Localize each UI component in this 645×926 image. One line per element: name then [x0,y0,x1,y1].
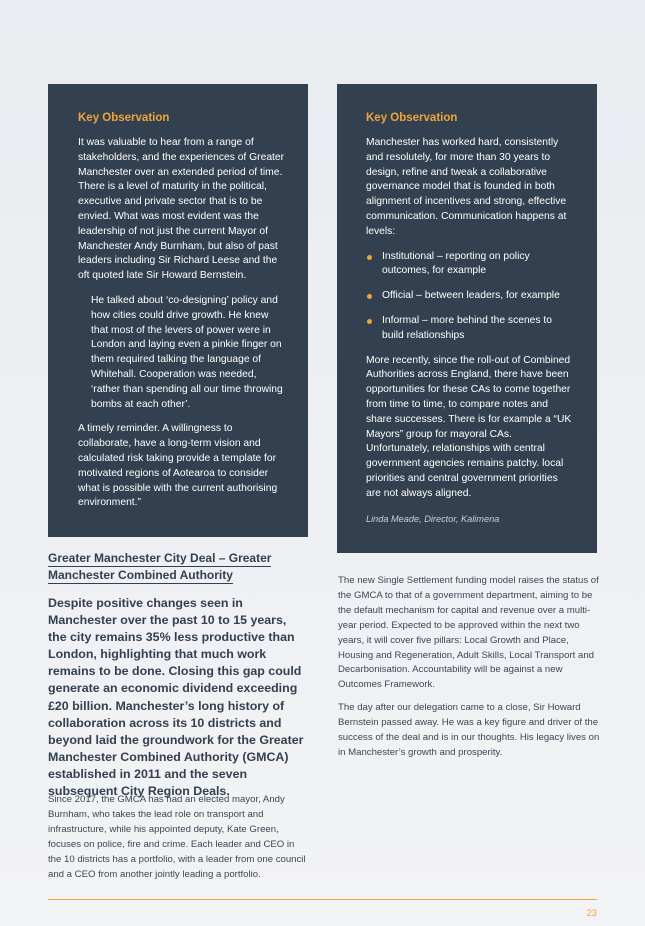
body-column-right [338,574,600,769]
bullet-icon [367,319,372,324]
body-paragraph-left: Since 2017, the GMCA has had an elected mayor, Andy Burnham, who takes the lead role on transport and infrastructure, while his appointed deputy, Kate Green, focuses on police, fire and crime. Each leader and CEO in the 10 districts has a portfolio, with a leader from one council and a CEO from another jointly leading a portfolio. [48,794,306,880]
body-paragraph: The new Single Settlement funding model raises the status of the GMCA to that of a government department, aiming to be the default mechanism for capital and revenue over a multi-year period. Expected to be approved within the next two years, it will cover five pillars: Local Growth and Place, Housing and Regeneration, Adult Skills, Local Transport and Decarbonisation. Accountability will be against a new Outcomes Framework. [338,575,599,691]
list-item [366,250,575,280]
section-title-text: Greater Manchester City Deal – Greater Manchester Combined Authority [48,551,272,582]
list-item-text: Institutional – reporting on policy outcomes, for example [382,250,530,277]
bullet-icon [367,255,372,260]
levels-list [366,250,575,344]
lead-paragraph: Despite positive changes seen in Manchester over the past 10 to 15 years, the city remains 35% less productive than London, highlighting that much work remains to be done. Closing this gap could generate an economic dividend exceeding £20 billion. Manchester’s long history of collaboration across its 10 districts and beyond laid the groundwork for the Greater Manchester Combined Authority (GMCA) established in 2011 and the seven subsequent City Region Deals. [48,596,304,799]
list-item-text: Informal – more behind the scenes to build relationships [382,314,552,341]
box-heading: Key Observation [78,112,170,124]
box-paragraph: It was valuable to hear from a range of stakeholders, and the experiences of Greater Manchester over an extended period of time. There is a level of maturity in the political, executive and private sector that is to be envied. What was most evident was the leadership of not just the current Mayor of Manchester Andy Burnham, but also of past leaders including Sir Richard Leese and the oft quoted late Sir Howard Bernstein. [78,137,285,282]
list-item [366,289,575,304]
footer-divider [48,899,597,900]
box-paragraph: A timely reminder. A willingness to collaborate, have a long-term vision and calculated risk taking provide a template for motivated regions of Aotearoa to consider what is possible with the current authorising environment.” [78,423,278,509]
body-paragraph: The day after our delegation came to a close, Sir Howard Bernstein passed away. He was a key figure and driver of the success of the deal and is in our thoughts. His legacy lives on in Manchester’s growth and prosperity. [338,702,600,758]
section-title [48,550,274,584]
key-observation-box-left [48,84,308,537]
box-quote: He talked about ‘co-designing’ policy and how cities could drive growth. He knew that most of the levers of power were in London and laying even a pinkie finger on them required talking the language of Whitehall. Cooperation was needed, ‘rather than spending all our time throwing bombs at each other’. [91,294,283,410]
bullet-icon [367,294,372,299]
box-attribution: Linda Meade, Director, Kalimena [366,513,500,524]
key-observation-box-right [337,84,597,553]
box-paragraph: Manchester has worked hard, consistently and resolutely, for more than 30 years to design, refine and tweak a collaborative governance model that is founded in both alignment of incentives and strong, effective communication. Communication happens at levels: [366,137,567,237]
box-paragraph: More recently, since the roll-out of Combined Authorities across England, there have been opportunities for these CAs to come together from time to time, to compare notes and share successes. There is for example a “UK Mayors” group for mayoral CAs. Unfortunately, relationships with central government agencies remains patchy. local priorities and central government priorities are not always aligned. [366,354,572,499]
list-item [366,314,575,344]
list-item-text: Official – between leaders, for example [382,290,560,302]
box-heading: Key Observation [366,112,458,124]
page-number: 23 [586,907,597,918]
